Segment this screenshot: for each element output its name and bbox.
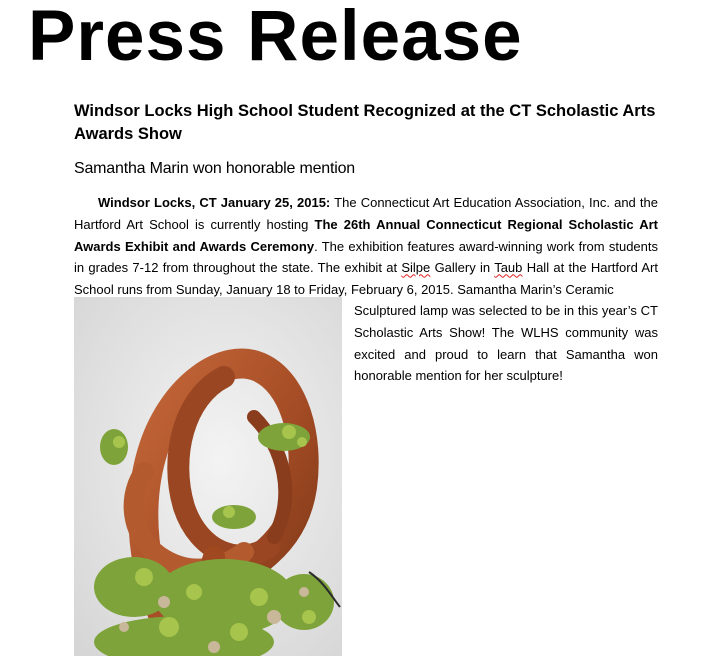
- subtitle: Samantha Marin won honorable mention: [74, 160, 355, 177]
- body-paragraph: [74, 192, 658, 301]
- sculpture-image: [74, 297, 342, 656]
- event-name: The 26th Annual Connecticut Regional Scholastic Art Awards Exhibit and Awards Ceremony: [74, 216, 658, 254]
- misspelled-word-silpe: Silpe: [401, 260, 431, 276]
- dateline: Windsor Locks, CT January 25, 2015:: [98, 195, 331, 210]
- headline: Windsor Locks High School Student Recognized at the CT Scholastic Arts Awards Show: [74, 102, 656, 143]
- body-text-1: The Connecticut Art Education Association, Inc. and the Hartford Art School is currently hosting: [74, 195, 658, 232]
- body-paragraph-continued: Sculptured lamp was selected to be in this year’s CT Scholastic Arts Show! The WLHS community was excited and proud to learn that Samantha won honorable mention for her sculpture!: [354, 303, 658, 384]
- body-text-3: Gallery in: [430, 260, 495, 276]
- press-release-title: Press Release: [28, 0, 523, 76]
- sculpture-photo: [74, 297, 342, 656]
- body-text-4: Hall at the Hartford Art School runs from Sunday, January 18 to Friday, February 6, 2015. Samantha Marin’s Ceramic: [74, 260, 658, 298]
- misspelled-word-taub: Taub: [494, 260, 523, 276]
- body-text-2: . The exhibition features award-winning work from students in grades 7-12 from throughout the state. The exhibit at: [74, 238, 658, 276]
